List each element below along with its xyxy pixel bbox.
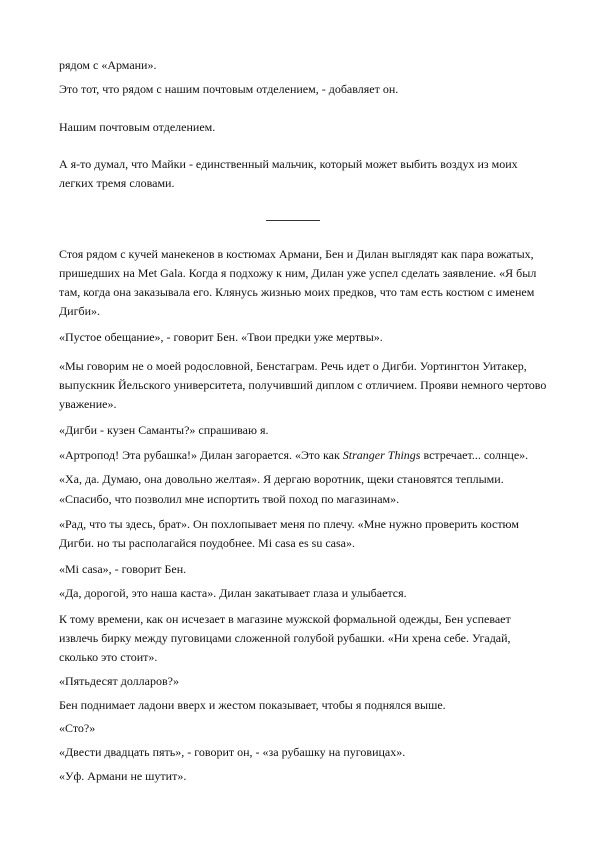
paragraph: «Пятьдесят долларов?» — [59, 674, 179, 688]
paragraph-artropod — [59, 446, 549, 465]
show-title: Stranger Things — [342, 448, 421, 462]
paragraph: «Двести двадцать пять», - говорит он, - «за рубашку на пуговицах». — [59, 745, 406, 759]
paragraph: «Пустое обещание», - говорит Бен. «Твои предки уже мертвы». — [59, 330, 383, 344]
text-span: «Артропод! Эта рубашка!» Дилан загорается. «Это как — [59, 448, 343, 462]
paragraph: А я-то думал, что Майки - единственный мальчик, который может выбить воздух из моих легких тремя словами. — [59, 157, 518, 190]
paragraph: рядом с «Армани». — [59, 58, 157, 72]
paragraph: «Уф. Армани не шутит». — [59, 769, 187, 783]
text-span: встречает... солнце». — [420, 448, 529, 462]
paragraph: «Спасибо, что позволил мне испортить твой поход по магазинам». — [59, 492, 400, 506]
paragraph: «Рад, что ты здесь, брат». Он похлопывает меня по плечу. «Мне нужно проверить костюм Дигби. но ты располагайся поудобнее. Mi casa es su casa». — [59, 517, 519, 550]
paragraph: «Сто?» — [59, 721, 96, 735]
paragraph: Бен поднимает ладони вверх и жестом показывает, чтобы я поднялся выше. — [59, 698, 446, 712]
paragraph: «Да, дорогой, это наша каста». Дилан закатывает глаза и улыбается. — [59, 586, 407, 600]
section-separator — [266, 220, 320, 221]
paragraph: «Mi casa», - говорит Бен. — [59, 562, 187, 576]
paragraph: «Хa, да. Думаю, она довольно желтая». Я дергаю воротник, щеки становятся теплыми. — [59, 472, 504, 486]
paragraph: Нашим почтовым отделением. — [59, 120, 216, 134]
paragraph: К тому времени, как он исчезает в магазине мужской формальной одежды, Бен успевает извлечь бирку между пуговицами сложенной голубой рубашки. «Ни хрена себе. Угадай, сколько это стоит». — [59, 612, 511, 664]
paragraph: «Дигби - кузен Саманты?» спрашиваю я. — [59, 423, 269, 437]
paragraph: «Мы говорим не о моей родословной, Бенстаграм. Речь идет о Дигби. Уортингтон Уитакер, выпускник Йельского университета, получивший диплом с отличием. Прояви немного чертово уважение». — [59, 359, 547, 411]
paragraph: Это тот, что рядом с нашим почтовым отделением, - добавляет он. — [59, 82, 399, 96]
paragraph: Стоя рядом с кучей манекенов в костюмах Армани, Бен и Дилан выглядят как пара вожатых, пришедших на Met Gala. Когда я подхожу к ним, Дилан уже успел сделать заявление. «Я был там, когда она заказывала его. Клянусь жизнью моих предков, что там есть костюм с именем Дигби». — [59, 247, 537, 318]
